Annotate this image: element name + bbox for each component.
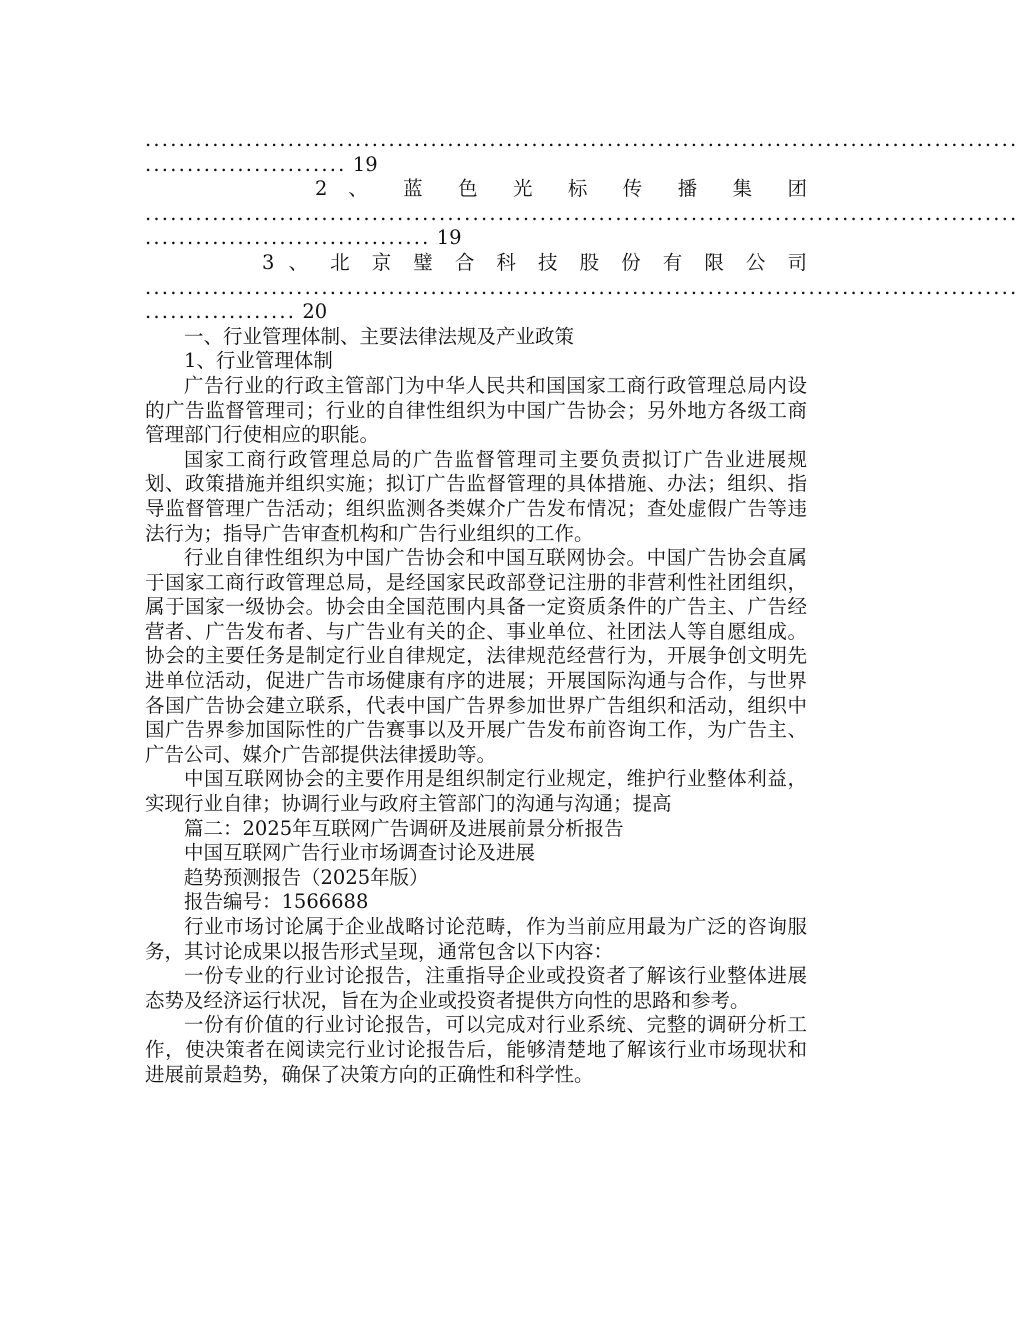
subsection-heading: 1、行业管理体制 <box>184 349 333 373</box>
toc-dots-line: ........................................................................................................ <box>145 201 1018 225</box>
toc-entry-continuation: .................................. 19 <box>145 226 462 250</box>
report-number: 报告编号：1566688 <box>184 890 369 914</box>
paragraph: 中国互联网协会的主要作用是组织制定行业规定，维护行业整体利益，实现行业自律；协调行业与政府主管部门的沟通与沟通；提高 <box>145 767 807 816</box>
toc-entry-continuation: .................. 20 <box>145 300 328 324</box>
toc-dots-line: ........................................................................................................ <box>145 128 1018 151</box>
paragraph: 国家工商行政管理总局的广告监督管理司主要负责拟订广告业进展规划、政策措施并组织实施；拟订广告监督管理的具体措施、办法；组织、指导监督管理广告活动；组织监测各类媒介广告发布情况；查处虚假广告等违法行为；指导广告审查机构和广告行业组织的工作。 <box>145 447 807 545</box>
toc-entry-continuation: ........................ 19 <box>145 152 378 176</box>
paragraph: 行业自律性组织为中国广告协会和中国互联网协会。中国广告协会直属于国家工商行政管理总局，是经国家民政部登记注册的非营利性社团组织，属于国家一级协会。协会由全国范围内具备一定资质条件的广告主、广告经营者、广告发布者、与广告业有关的企、事业单位、社团法人等自愿组成。协会的主要任务是制定行业自律规定，法律规范经营行为，开展争创文明先进单位活动，促进广告市场健康有序的进展；开展国际沟通与合作，与世界各国广告协会建立联系，代表中国广告界参加世界广告组织和活动，组织中国广告界参加国际性的广告赛事以及开展广告发布前咨询工作，为广告主、广告公司、媒介广告部提供法律援助等。 <box>145 546 807 766</box>
toc-page-number: 19 <box>436 226 462 250</box>
paragraph: 一份专业的行业讨论报告，注重指导企业或投资者了解该行业整体进展态势及经济运行状况，旨在为企业或投资者提供方向性的思路和参考。 <box>145 964 807 1012</box>
toc-dots-line: ........................................................................................................ <box>145 275 1018 299</box>
article-heading: 篇二：2025年互联网广告调研及进展前景分析报告 <box>184 816 624 840</box>
toc-page-number: 19 <box>352 152 378 176</box>
paragraph: 广告行业的行政主管部门为中华人民共和国国家工商行政管理总局内设的广告监督管理司；行业的自律性组织为中国广告协会；另外地方各级工商管理部门行使相应的职能。 <box>145 373 807 447</box>
report-title-line: 中国互联网广告行业市场调查讨论及进展 <box>184 841 536 865</box>
toc-page-number: 20 <box>302 300 328 324</box>
toc-entry-label: 3 、 北 京 璧 合 科 技 股 份 有 限 公 司 <box>262 250 807 274</box>
section-heading: 一、行业管理体制、主要法律法规及产业政策 <box>184 324 575 348</box>
toc-entry-label: 2 、 蓝 色 光 标 传 播 集 团 <box>315 177 807 201</box>
paragraph: 一份有价值的行业讨论报告，可以完成对行业系统、完整的调研分析工作，使决策者在阅读完行业讨论报告后，能够清楚地了解该行业市场现状和进展前景趋势，确保了决策方向的正确性和科学性。 <box>145 1013 807 1086</box>
report-title-line: 趋势预测报告（2025年版） <box>184 865 429 889</box>
document-page <box>145 128 1018 1087</box>
paragraph: 行业市场讨论属于企业战略讨论范畴，作为当前应用最为广泛的咨询服务，其讨论成果以报告形式呈现，通常包含以下内容： <box>145 915 807 963</box>
